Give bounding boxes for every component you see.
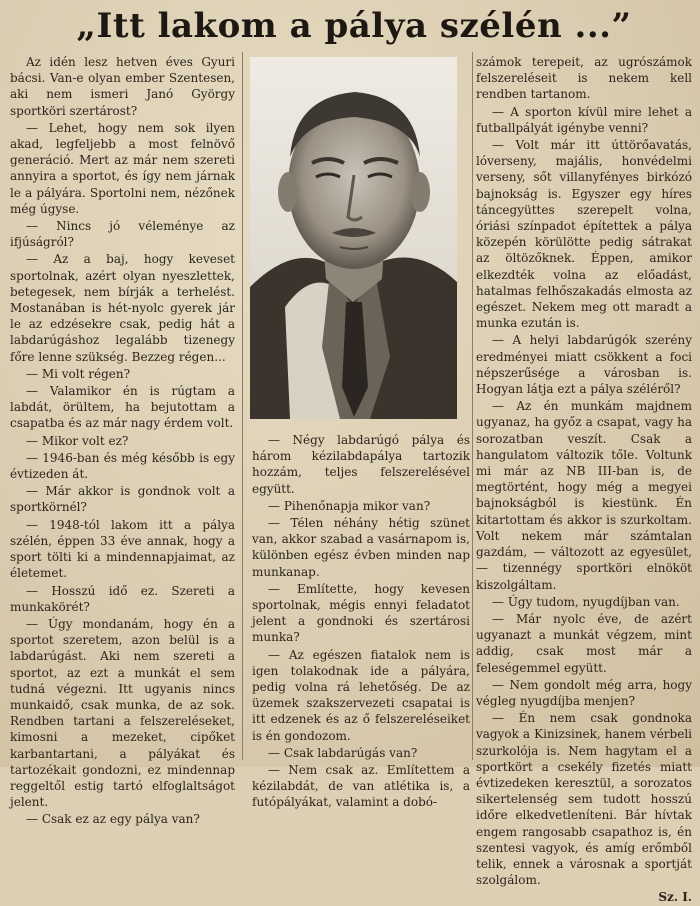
paragraph: — Négy labdarúgó pálya és három kézilabdapálya tartozik hozzám, teljes felszerelésével együtt.: [252, 433, 470, 496]
paragraph: — 1948-tól lakom itt a pálya szélén, éppen 33 éve annak, hogy a sport tölti ki a mindennapjaimat, az életemet.: [10, 517, 235, 581]
paragraph: — Az én munkám majdnem ugyanaz, ha győz a csapat, vagy ha sorozatban veszít. Csak a hangulatom változik tőle. Voltunk mi már az NB III-ban is, de megtörtént, hogy még a megyei bajnokságból is kiestünk. Én kitartottam és akkor is szurkoltam. Volt nekem már számtalan gazdám, — változott az egyesület, — tizennégy sportköri elnököt kiszolgáltam.: [476, 399, 692, 592]
paragraph: — Valamikor én is rúgtam a labdát, örültem, ha bejutottam a csapatba és az már nagy érdem volt.: [10, 384, 235, 431]
paragraph: — A sporton kívül mire lehet a futballpályát igénybe venni?: [476, 104, 692, 135]
paragraph: — Pihenőnapja mikor van?: [268, 498, 431, 513]
paragraph: — Nincs jó véleménye az ifjúságról?: [10, 219, 235, 250]
paragraph: — Lehet, hogy nem sok ilyen akad, legfeljebb a most felnövő generáció. Mert az már nem szereti annyira a sportot, és így nem járnak le a pályára. Sportolni nem, nézőnek még úgyse.: [10, 120, 235, 216]
author-signature: Sz. I.: [658, 890, 692, 905]
paragraph: — Csak labdarúgás van?: [268, 745, 418, 760]
article-column-1: [10, 54, 235, 827]
paragraph: — 1946-ban és még később is egy évtizeden át.: [10, 450, 235, 482]
paragraph: — Én nem csak gondnoka vagyok a Kinizsinek, hanem vérbeli szurkolója is. Nem hagytam el a sportkört a csekély fizetés miatt évtizedeken keresztül, a sorozatos sikertelenség sem tudott hosszú időre elkedvetleníteni. Bár hívtak engem rangosabb csapathoz is, én szentesi vagyok, és amíg erőmből telik, ennek a városnak a sportját szolgálom.: [476, 711, 692, 888]
paragraph: Az idén lesz hetven éves Gyuri bácsi. Van-e olyan ember Szentesen, aki nem ismeri Janó György sportköri szertárost?: [10, 55, 235, 118]
paragraph: — Az egészen fiatalok nem is igen tolakodnak ide a pályára, pedig volna rá lehetőség. De az üzemek szakszervezeti csapatai is itt edzenek és az ő felszereléseiket is én gondozom.: [252, 647, 470, 743]
paragraph: — Nem gondolt még arra, hogy végleg nyugdíjba menjen?: [476, 677, 692, 708]
paragraph: — Már akkor is gondnok volt a sportkörnél?: [10, 484, 235, 515]
paragraph: — Mikor volt ez?: [26, 433, 129, 448]
paragraph: — Úgy tudom, nyugdíjban van.: [492, 594, 680, 609]
paragraph: számok terepeit, az ugrószámok felszereléseit is nekem kell rendben tartanom.: [476, 55, 692, 102]
paragraph: — Volt már itt úttörőavatás, lóverseny, majális, honvédelmi verseny, sőt villanyfényes birkózó bajnokság is. Egyszer egy híres táncegyüttes szerepelt volna, óriási színpadot építettek a pálya közepén körülötte pedig sátrakat az öltözőknek. Éppen, amikor elkezdték volna az előadást, hatalmas felhőszakadás elmosta az egészet. Nekem meg ott maradt a munka ezután is.: [476, 138, 692, 331]
paragraph: — A helyi labdarúgók szerény eredményei miatt csökkent a foci népszerűsége a városban is. Hogyan látja ezt a pálya széléről?: [476, 333, 692, 397]
portrait-photo: [250, 57, 457, 419]
headline: „Itt lakom a pálya szélén ...”: [76, 6, 632, 46]
paragraph: — Csak ez az egy pálya van?: [26, 812, 200, 827]
paragraph: — Nem csak az. Említettem a kézilabdát, de van atlétika is, a futópályákat, valamint a dobó-: [252, 763, 470, 810]
paragraph: — Úgy mondanám, hogy én a sportot szeretem, azon belül is a labdarúgást. Aki nem szereti a sportot, az ezt a munkát el sem tudná végezni. Itt ugyanis nincs munkaidő, csak munka, de az sok. Rendben tartani a felszereléseket, kimosni a mezeket, cipőket karbantartani, a pályákat és tartozékait gondozni, ez mindennap reggeltől estig tartó elfoglaltságot jelent.: [10, 616, 235, 810]
paragraph: — Mi volt régen?: [26, 366, 131, 381]
article-column-2: [252, 432, 470, 810]
paragraph: — Hosszú idő ez. Szereti a munkakörét?: [10, 583, 235, 614]
column-divider: [242, 52, 243, 760]
paragraph: — Már nyolc éve, de azért ugyanazt a munkát végzem, mint addig, csak most már a feleségemmel együtt.: [476, 611, 692, 675]
paragraph: — Említette, hogy kevesen sportolnak, mégis ennyi feladatot jelent a gondnoki és szertárosi munka?: [252, 581, 470, 645]
paragraph: — Télen néhány hétig szünet van, akkor szabad a vasárnapom is, különben egész évben minden nap munkanap.: [252, 516, 470, 579]
article-column-3: [476, 54, 692, 905]
paragraph: — Az a baj, hogy keveset sportolnak, azért olyan nyeszlettek, betegesek, nem bírják a terhelést. Mostanában is hét-nyolc gyerek jár le az edzésekre csak, pedig hát a labdarúgáshoz legalább tizenegy főre lenne szükség. Bezzeg régen...: [10, 252, 235, 364]
column-divider: [472, 52, 473, 760]
